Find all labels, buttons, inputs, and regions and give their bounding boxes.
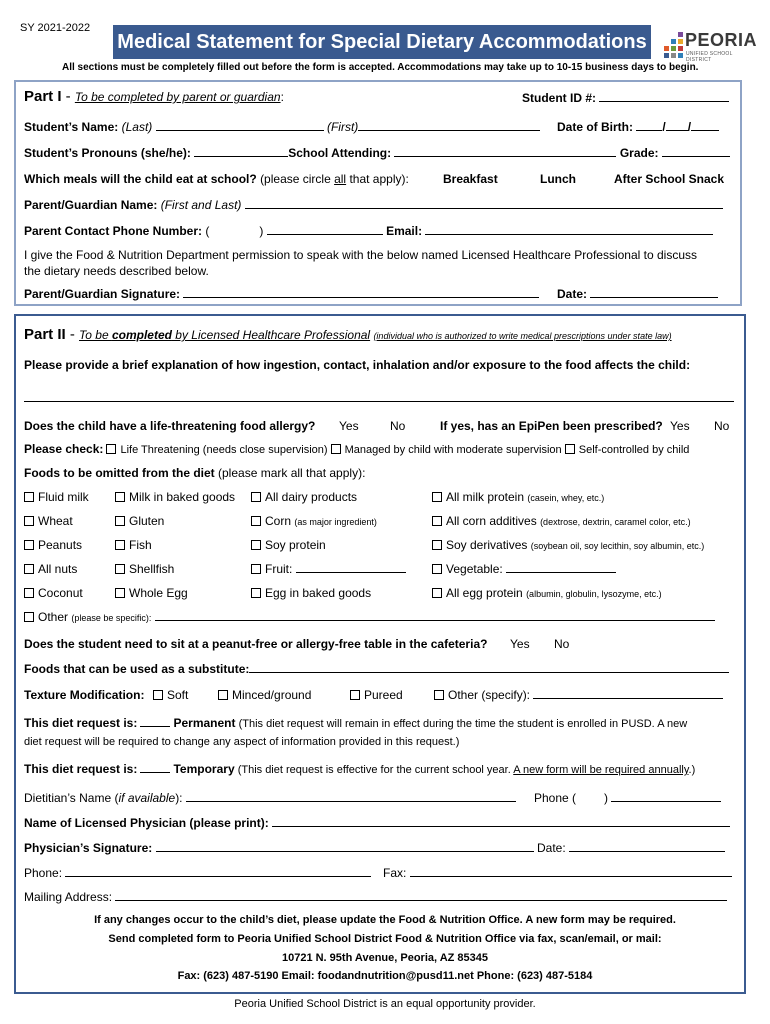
epipen-no[interactable]: No — [714, 419, 730, 433]
parent-name-field[interactable]: Parent/Guardian Name: (First and Last) — [24, 198, 723, 212]
food-egg-baked[interactable]: Egg in baked goods — [251, 586, 371, 600]
peanut-no[interactable]: No — [554, 637, 570, 651]
epipen-yes[interactable]: Yes — [670, 419, 690, 433]
food-wheat[interactable]: Wheat — [24, 514, 73, 528]
physician-fax-field[interactable]: Fax: — [383, 866, 732, 880]
food-soy-derivatives[interactable]: Soy derivatives (soybean oil, soy lecithin, soy albumin, etc.) — [432, 538, 704, 552]
food-corn-additives[interactable]: All corn additives (dextrose, dextrin, caramel color, etc.) — [432, 514, 691, 528]
physician-phone-field[interactable]: Phone: — [24, 866, 371, 880]
student-name-field[interactable]: Student’s Name: (Last) (First) — [24, 120, 540, 134]
food-all-nuts[interactable]: All nuts — [24, 562, 77, 576]
life-threatening-question: Does the child have a life-threatening food allergy? — [24, 419, 316, 433]
dietitian-field[interactable]: Dietitian’s Name (if available): — [24, 791, 516, 805]
food-all-egg-protein[interactable]: All egg protein (albumin, globulin, lysozyme, etc.) — [432, 586, 662, 600]
footer-address: 10721 N. 95th Avenue, Peoria, AZ 85345 — [281, 952, 489, 964]
food-other[interactable]: Other (please be specific): — [24, 610, 715, 624]
parent-phone-email-row[interactable]: Parent Contact Phone Number: ( ) Email: — [24, 224, 713, 238]
texture-other[interactable]: Other (specify): — [434, 688, 723, 702]
food-fluid-milk[interactable]: Fluid milk — [24, 490, 89, 504]
food-fruit[interactable]: Fruit: — [251, 562, 406, 576]
meal-after-school-snack[interactable]: After School Snack — [614, 172, 725, 186]
mailing-address-field[interactable]: Mailing Address: — [24, 890, 727, 904]
check-self-controlled[interactable]: Self-controlled by child — [565, 444, 690, 456]
please-check-row: Please check: Life Threatening (needs close supervision) Managed by child with moderate supervision Self-controlled by child — [24, 442, 690, 456]
food-corn[interactable]: Corn (as major ingredient) — [251, 514, 377, 528]
checkbox[interactable] — [565, 444, 575, 454]
permanent-desc-2: diet request will be required to change any aspect of information provided in this request.) — [24, 736, 460, 748]
texture-minced[interactable]: Minced/ground — [218, 688, 311, 702]
page-title: Medical Statement for Special Dietary Accommodations — [117, 31, 647, 53]
footer-note-2: Send completed form to Peoria Unified School District Food & Nutrition Office via fax, scan/email, or mail: — [108, 933, 662, 945]
pronouns-school-row[interactable]: Student’s Pronouns (she/he): School Attending: Grade: — [24, 146, 730, 160]
footer-contact: Fax: (623) 487-5190 Email: foodandnutrition@pusd11.net Phone: (623) 487-5184 — [177, 970, 593, 982]
equal-opportunity-note: Peoria Unified School District is an equal opportunity provider. — [234, 998, 536, 1010]
dietitian-phone-field[interactable]: Phone ( ) — [534, 791, 721, 805]
logo-subtitle: UNIFIED SCHOOL DISTRICT — [686, 51, 733, 63]
district-logo — [658, 30, 758, 63]
student-id-field[interactable]: Student ID #: — [522, 91, 729, 105]
checkbox[interactable] — [331, 444, 341, 454]
foods-omitted-label: Foods to be omitted from the diet (please mark all that apply): — [24, 466, 366, 480]
temporary-row[interactable]: This diet request is: Temporary (This diet request is effective for the current school year. A new form will be required annually.) — [24, 762, 696, 776]
food-shellfish[interactable]: Shellfish — [115, 562, 174, 576]
life-yes[interactable]: Yes — [339, 419, 359, 433]
parent-signature-field[interactable]: Parent/Guardian Signature: — [24, 287, 539, 301]
food-gluten[interactable]: Gluten — [115, 514, 164, 528]
meal-breakfast[interactable]: Breakfast — [443, 172, 498, 186]
food-coconut[interactable]: Coconut — [24, 586, 83, 600]
checkbox[interactable] — [106, 444, 116, 454]
footer-note-1: If any changes occur to the child’s diet, please update the Food & Nutrition Office. A new form may be required. — [94, 914, 676, 926]
physician-name-field[interactable]: Name of Licensed Physician (please print): — [24, 816, 730, 830]
food-whole-egg[interactable]: Whole Egg — [115, 586, 188, 600]
check-life-threatening[interactable]: Life Threatening (needs close supervision) — [106, 444, 327, 456]
dob-field[interactable]: Date of Birth: / / — [557, 120, 719, 134]
food-all-milk-protein[interactable]: All milk protein (casein, whey, etc.) — [432, 490, 604, 504]
substitute-field[interactable]: Foods that can be used as a substitute: — [24, 662, 729, 676]
meals-question: Which meals will the child eat at school? (please circle all that apply): — [24, 172, 409, 186]
parent-date-field[interactable]: Date: — [557, 287, 718, 301]
physician-signature-field[interactable]: Physician’s Signature: — [24, 841, 534, 855]
meal-lunch[interactable]: Lunch — [540, 172, 576, 186]
food-fish[interactable]: Fish — [115, 538, 152, 552]
epipen-question: If yes, has an EpiPen been prescribed? — [440, 419, 663, 433]
explanation-line[interactable] — [24, 401, 734, 402]
title-banner — [113, 25, 651, 59]
food-all-dairy[interactable]: All dairy products — [251, 490, 357, 504]
form-subtitle: All sections must be completely filled out before the form is accepted. Accommodations may take up to 10-15 business days to begin. — [62, 62, 699, 73]
life-no[interactable]: No — [390, 419, 406, 433]
part1-heading: Part I - To be completed by parent or guardian: — [24, 88, 284, 105]
food-milk-baked[interactable]: Milk in baked goods — [115, 490, 235, 504]
explanation-prompt: Please provide a brief explanation of how ingestion, contact, inhalation and/or exposure to the food affects the child: — [24, 358, 691, 372]
texture-soft[interactable]: Soft — [153, 688, 188, 702]
texture-label: Texture Modification: — [24, 688, 145, 702]
permission-text-1: I give the Food & Nutrition Department permission to speak with the below named Licensed Healthcare Professional to discuss — [24, 248, 698, 262]
texture-pureed[interactable]: Pureed — [350, 688, 403, 702]
food-soy-protein[interactable]: Soy protein — [251, 538, 326, 552]
peanut-table-question: Does the student need to sit at a peanut-free or allergy-free table in the cafeteria? — [24, 637, 488, 651]
physician-date-field[interactable]: Date: — [537, 841, 725, 855]
permission-text-2: the dietary needs described below. — [24, 264, 209, 278]
food-peanuts[interactable]: Peanuts — [24, 538, 82, 552]
check-managed[interactable]: Managed by child with moderate supervision — [331, 444, 562, 456]
logo-name: PEORIA — [685, 30, 758, 50]
part2-heading: Part II - To be completed by Licensed Healthcare Professional (individual who is authorized to write medical prescriptions under state law) — [24, 326, 672, 343]
school-year: SY 2021-2022 — [20, 22, 91, 34]
food-vegetable[interactable]: Vegetable: — [432, 562, 616, 576]
peanut-yes[interactable]: Yes — [510, 637, 530, 651]
permanent-row[interactable]: This diet request is: Permanent (This diet request will remain in effect during the time the student is enrolled in PUSD. A new — [24, 716, 688, 730]
